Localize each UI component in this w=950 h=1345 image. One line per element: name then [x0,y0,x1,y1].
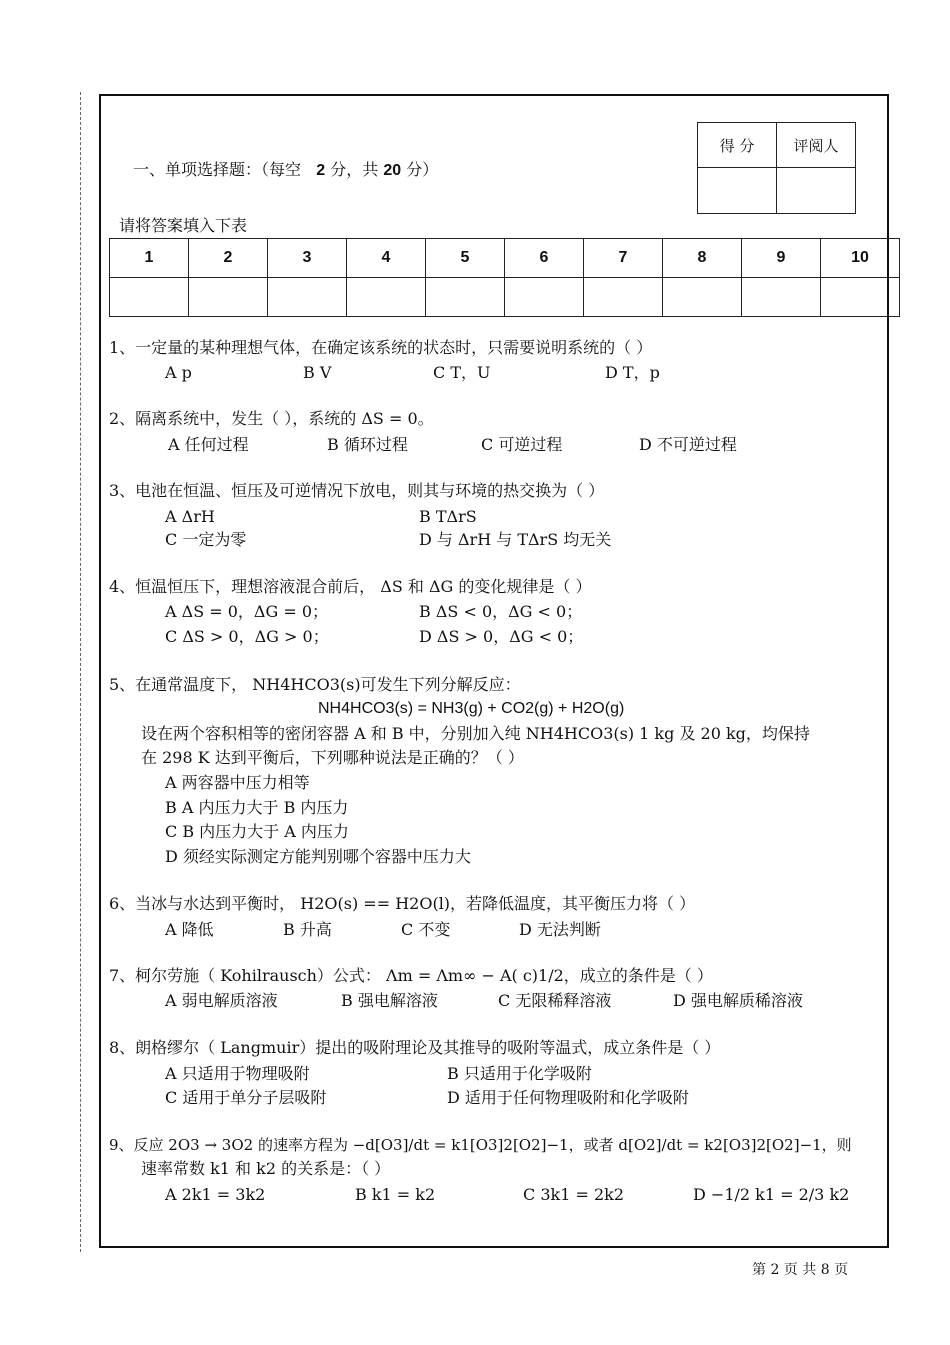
answer-cell[interactable] [268,278,347,317]
answer-header: 4 [347,239,426,278]
q4-option-c[interactable]: C ΔS > 0，ΔG > 0； [165,627,329,646]
answer-instruction: 请将答案填入下表 [119,216,248,235]
binding-dashed-line [80,92,81,1252]
answer-header: 9 [742,239,821,278]
question-1-stem: 1、一定量的某种理想气体，在确定该系统的状态时，只需要说明系统的（ ） [109,338,653,357]
answer-header: 2 [189,239,268,278]
section-total: 20 [383,162,402,179]
answer-header: 3 [268,239,347,278]
answer-header: 8 [663,239,742,278]
question-5-line3: 在 298 K 达到平衡后，下列哪种说法是正确的？（ ） [141,748,524,767]
answer-cell[interactable] [110,278,189,317]
q8-option-b[interactable]: B 只适用于化学吸附 [447,1064,592,1083]
grader-label: 评阅人 [777,123,856,168]
q2-option-c[interactable]: C 可逆过程 [481,435,563,454]
q8-option-d[interactable]: D 适用于任何物理吸附和化学吸附 [447,1088,689,1107]
answer-cell[interactable] [189,278,268,317]
section-title-prefix: 一、单项选择题：（每空 [133,160,302,179]
q2-option-d[interactable]: D 不可逆过程 [639,435,737,454]
q4-option-d[interactable]: D ΔS > 0，ΔG < 0； [419,627,584,646]
q9-option-c[interactable]: C 3k1 = 2k2 [523,1185,625,1204]
question-4-stem: 4、恒温恒压下，理想溶液混合前后， ΔS 和 ΔG 的变化规律是（ ） [109,577,592,596]
q9-option-a[interactable]: A 2k1 = 3k2 [165,1185,266,1204]
q5-option-a[interactable]: A 两容器中压力相等 [165,773,310,792]
q9-option-d[interactable]: D −1/2 k1 = 2/3 k2 [693,1185,850,1204]
q3-option-a[interactable]: A ΔrH [165,507,215,526]
answer-table [109,238,900,317]
q5-option-d[interactable]: D 须经实际测定方能判别哪个容器中压力大 [165,847,471,866]
question-5-line2: 设在两个容积相等的密闭容器 A 和 B 中，分别加入纯 NH4HCO3(s) 1 kg 及 20 kg，均保持 [141,724,810,743]
section-title [133,157,438,180]
q1-option-a[interactable]: A p [165,363,192,382]
q2-option-b[interactable]: B 循环过程 [327,435,408,454]
question-2-stem: 2、隔离系统中，发生（ ），系统的 ΔS = 0。 [109,409,434,428]
q3-option-b[interactable]: B TΔrS [419,507,477,526]
score-cell[interactable] [698,168,777,214]
q6-option-d[interactable]: D 无法判断 [519,920,601,939]
score-box [697,122,856,214]
answer-cell[interactable] [821,278,900,317]
score-label: 得 分 [698,123,777,168]
q5-option-b[interactable]: B A 内压力大于 B 内压力 [165,798,349,817]
q6-option-a[interactable]: A 降低 [165,920,214,939]
q4-option-a[interactable]: A ΔS = 0，ΔG = 0； [165,602,329,621]
q7-option-c[interactable]: C 无限稀释溶液 [498,991,612,1010]
q7-option-b[interactable]: B 强电解溶液 [341,991,438,1010]
question-5-equation: NH4HCO3(s) = NH3(g) + CO2(g) + H2O(g) [318,700,625,717]
question-3-stem: 3、电池在恒温、恒压及可逆情况下放电，则其与环境的热交换为（ ） [109,481,605,500]
q8-option-a[interactable]: A 只适用于物理吸附 [165,1064,310,1083]
section-suffix: 分） [406,160,439,179]
answer-header: 5 [426,239,505,278]
page-footer: 第 2 页 共 8 页 [752,1262,849,1278]
answer-cell[interactable] [347,278,426,317]
q6-option-c[interactable]: C 不变 [401,920,451,939]
q8-option-c[interactable]: C 适用于单分子层吸附 [165,1088,327,1107]
question-9-line2: 速率常数 k1 和 k2 的关系是：（ ） [141,1159,391,1178]
answer-header: 10 [821,239,900,278]
question-7-stem: 7、柯尔劳施（ Kohilrausch）公式： Λm = Λm∞ − A( c)1/2，成立的条件是（ ） [109,966,713,985]
answer-cell[interactable] [505,278,584,317]
q5-option-c[interactable]: C B 内压力大于 A 内压力 [165,822,349,841]
q1-option-b[interactable]: B V [303,363,332,382]
q3-option-c[interactable]: C 一定为零 [165,530,247,549]
answer-header: 6 [505,239,584,278]
q1-option-c[interactable]: C T，U [433,363,491,382]
q2-option-a[interactable]: A 任何过程 [168,435,249,454]
q3-option-d[interactable]: D 与 ΔrH 与 TΔrS 均无关 [419,530,612,549]
question-8-stem: 8、朗格缪尔（ Langmuir）提出的吸附理论及其推导的吸附等温式，成立条件是（ ） [109,1038,721,1057]
answer-header: 1 [110,239,189,278]
answer-header: 7 [584,239,663,278]
grader-cell[interactable] [777,168,856,214]
q9-option-b[interactable]: B k1 = k2 [355,1185,436,1204]
section-points: 2 [316,162,326,179]
section-mid: 分，共 [330,160,379,179]
q6-option-b[interactable]: B 升高 [283,920,332,939]
question-9-stem: 9、反应 2O3 → 3O2 的速率方程为 −d[O3]/dt = k1[O3]2[O2]−1，或者 d[O2]/dt = k2[O3]2[O2]−1，则 [109,1136,852,1154]
q7-option-a[interactable]: A 弱电解质溶液 [165,991,278,1010]
q7-option-d[interactable]: D 强电解质稀溶液 [673,991,803,1010]
question-6-stem: 6、当冰与水达到平衡时， H2O(s) == H2O(l)，若降低温度，其平衡压力将（ ） [109,894,696,913]
answer-cell[interactable] [426,278,505,317]
answer-cell[interactable] [663,278,742,317]
answer-cell[interactable] [584,278,663,317]
question-5-stem: 5、在通常温度下， NH4HCO3(s)可发生下列分解反应： [109,675,521,694]
answer-cell[interactable] [742,278,821,317]
q1-option-d[interactable]: D T，p [605,363,660,382]
q4-option-b[interactable]: B ΔS < 0，ΔG < 0； [419,602,583,621]
